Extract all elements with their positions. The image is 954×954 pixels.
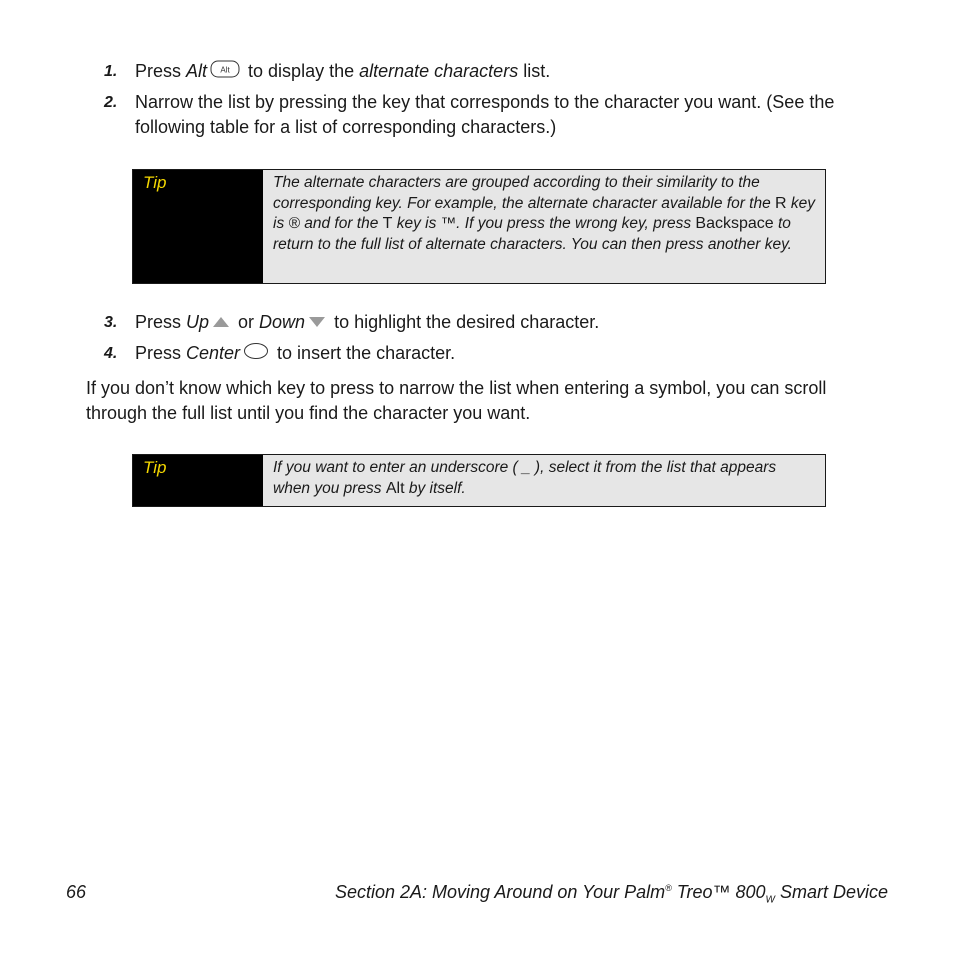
step-4 bbox=[100, 341, 890, 367]
tip-text: If you want to enter an underscore ( _ ), select it from the list that appears when you press Alt by itself. bbox=[273, 459, 777, 497]
step-1 bbox=[100, 59, 890, 85]
step-number: 2. bbox=[104, 94, 118, 111]
key-name: R bbox=[775, 194, 787, 212]
svg-text:Alt: Alt bbox=[220, 65, 230, 75]
alt-key-icon bbox=[210, 60, 240, 85]
step-number: 1. bbox=[104, 63, 118, 80]
center-button-icon bbox=[243, 342, 269, 367]
key-name: T bbox=[382, 215, 393, 233]
step-number: 3. bbox=[104, 314, 118, 331]
tip-box-1 bbox=[132, 169, 826, 284]
running-footer: Section 2A: Moving Around on Your Palm® Treo™ $800_W$ Smart Device bbox=[334, 882, 888, 906]
step-number: 4. bbox=[104, 345, 118, 362]
page-number: 66 bbox=[66, 882, 87, 902]
alt-key-name: Alt bbox=[186, 61, 208, 81]
tip-label: Tip bbox=[133, 455, 263, 506]
step-text: Narrow the list by pressing the key that corresponds to the character you want. (See the following table for a list of corresponding characters.) bbox=[135, 92, 835, 137]
tip-text: The alternate characters are grouped according to their similarity to the corresponding key. For example, the alternate character available for the R key is ® and for the T key is ™. If you press the wrong key, press Backspace to return to the full list of alternate characters. You can then press another key. bbox=[273, 174, 816, 253]
tip-box-2 bbox=[132, 454, 826, 507]
step-text: Press Alt Alt to display the alternate characters list. bbox=[135, 59, 890, 85]
body-paragraph: If you don’t know which key to press to narrow the list when entering a symbol, you can scroll through the full list until you find the character you want. bbox=[86, 378, 827, 423]
step-text: Press Center to insert the character. bbox=[135, 341, 890, 367]
up-arrow-icon bbox=[212, 311, 230, 336]
key-name: Alt bbox=[385, 479, 405, 497]
down-arrow-icon bbox=[308, 311, 326, 336]
step-text: Press Up or Down to highlight the desired character. bbox=[135, 310, 890, 336]
step-2 bbox=[100, 90, 890, 140]
tip-label: Tip bbox=[133, 170, 263, 283]
key-name: Backspace bbox=[695, 215, 774, 233]
step-3 bbox=[100, 310, 890, 336]
